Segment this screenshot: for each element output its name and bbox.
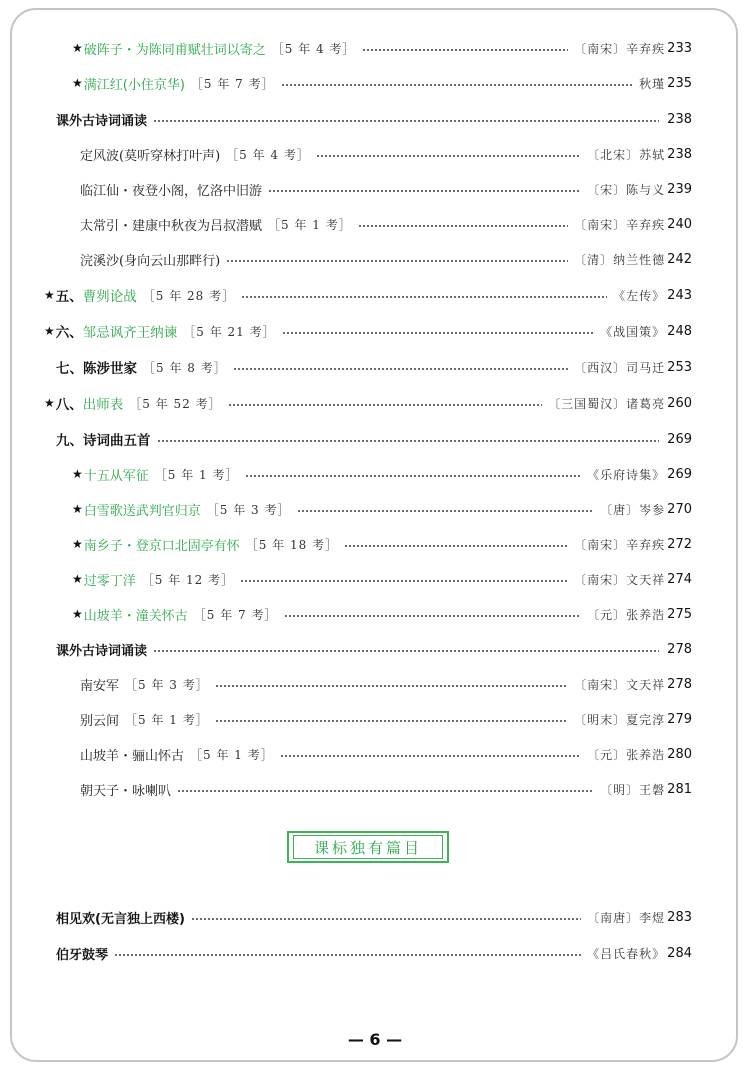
dot-leader [245, 475, 582, 477]
toc-entry[interactable] [72, 568, 692, 590]
toc-entry[interactable] [80, 743, 692, 765]
star-icon: ★ [72, 607, 83, 621]
entry-page-number: 260 [667, 395, 692, 411]
entry-title: 课外古诗词诵读 [56, 113, 148, 129]
section-banner-label: 课标独有篇目 [293, 835, 443, 859]
entry-page-number: 270 [667, 501, 692, 517]
entry-title: 定风波(莫听穿林打叶声) [80, 148, 221, 164]
dot-leader [191, 918, 581, 920]
entry-page-number: 274 [667, 571, 692, 587]
entry-page-number: 275 [667, 606, 692, 622]
entry-page-number: 283 [667, 909, 692, 925]
dot-leader [157, 440, 660, 442]
entry-author: 〔南宋〕辛弃疾 [574, 41, 666, 56]
entry-page-number: 240 [667, 216, 692, 232]
exam-frequency: ［5 年 7 考］ [193, 607, 278, 622]
toc-entry[interactable] [56, 942, 692, 964]
entry-author: 〔元〕张养浩 [587, 747, 666, 762]
entry-title: 白雪歌送武判官归京 [83, 503, 201, 519]
entry-page-number: 239 [667, 181, 692, 197]
entry-author: 〔清〕纳兰性德 [574, 252, 666, 267]
toc-entry[interactable] [44, 320, 692, 342]
dot-leader [344, 545, 568, 547]
toc-entry[interactable] [80, 178, 692, 200]
entry-author: 〔唐〕岑参 [600, 502, 666, 517]
entry-title: 诗词曲五首 [83, 433, 151, 449]
toc-entry[interactable] [56, 108, 692, 130]
entry-author: 〔北宋〕苏轼 [587, 147, 666, 162]
entry-author: 《吕氏春秋》 [587, 946, 666, 961]
toc-entry[interactable] [72, 72, 692, 94]
entry-number: 八、 [55, 397, 83, 413]
toc-entry[interactable] [72, 498, 692, 520]
entry-author: 《乐府诗集》 [587, 467, 666, 482]
toc-entry[interactable] [80, 213, 692, 235]
toc-entry[interactable] [80, 143, 692, 165]
exam-frequency: ［5 年 1 考］ [268, 217, 352, 232]
dot-leader [240, 580, 568, 582]
entry-title: 破阵子・为陈同甫赋壮词以寄之 [83, 42, 266, 58]
entry-page-number: 279 [667, 711, 692, 727]
entry-page-number: 272 [667, 536, 692, 552]
entry-author: 〔南宋〕辛弃疾 [574, 217, 666, 232]
star-icon: ★ [72, 502, 83, 516]
exam-frequency: ［5 年 1 考］ [190, 747, 274, 762]
toc-entry[interactable] [80, 778, 692, 800]
entry-title: 过零丁洋 [83, 573, 136, 589]
entry-title: 南乡子・登京口北固亭有怀 [83, 538, 240, 554]
entry-title: 南安军 [80, 678, 120, 694]
entry-author: 〔南宋〕辛弃疾 [574, 537, 666, 552]
entry-number: 六、 [55, 325, 83, 341]
entry-title: 十五从军征 [83, 468, 149, 484]
entry-title: 朝天子・咏喇叭 [80, 783, 172, 799]
star-icon: ★ [72, 572, 83, 586]
entry-page-number: 253 [667, 359, 692, 375]
section-banner [287, 831, 449, 863]
toc-entry[interactable] [56, 356, 692, 378]
entry-page-number: 269 [667, 431, 692, 447]
entry-title: 别云间 [80, 713, 120, 729]
entry-title: 山坡羊・骊山怀古 [80, 748, 185, 764]
entry-title: 课外古诗词诵读 [56, 643, 148, 659]
star-icon: ★ [72, 41, 83, 55]
dot-leader [282, 332, 595, 334]
entry-title: 相见欢(无言独上西楼) [56, 911, 185, 927]
dot-leader [153, 650, 659, 652]
dot-leader [358, 225, 568, 227]
dot-leader [228, 404, 543, 406]
dot-leader [153, 120, 659, 122]
entry-number: 七、 [56, 361, 83, 377]
dot-leader [177, 790, 594, 792]
toc-entry[interactable] [56, 906, 692, 928]
entry-title: 浣溪沙(身向云山那畔行) [80, 253, 221, 269]
entry-author: 〔南宋〕文天祥 [574, 677, 666, 692]
dot-leader [226, 260, 568, 262]
dot-leader [280, 755, 581, 757]
entry-title: 太常引・建康中秋夜为吕叔潜赋 [80, 218, 263, 234]
star-icon: ★ [72, 76, 83, 90]
exam-frequency: ［5 年 18 考］ [245, 537, 339, 552]
entry-page-number: 233 [667, 40, 692, 56]
exam-frequency: ［5 年 4 考］ [226, 147, 310, 162]
entry-page-number: 278 [667, 641, 692, 657]
dot-leader [281, 84, 634, 86]
entry-title: 山坡羊・潼关怀古 [83, 608, 188, 624]
entry-author: 〔南宋〕文天祥 [574, 572, 666, 587]
star-icon: ★ [44, 288, 55, 302]
toc-entry[interactable] [56, 638, 692, 660]
entry-title: 曹刿论战 [82, 289, 137, 305]
entry-page-number: 238 [667, 111, 692, 127]
toc-entry[interactable] [72, 463, 692, 485]
star-icon: ★ [72, 467, 83, 481]
exam-frequency: ［5 年 1 考］ [154, 467, 239, 482]
entry-page-number: 281 [667, 781, 692, 797]
entry-author: 〔明末〕夏完淳 [574, 712, 666, 727]
star-icon: ★ [44, 396, 55, 410]
entry-author: 〔南唐〕李煜 [587, 910, 666, 925]
dot-leader [268, 190, 581, 192]
star-icon: ★ [72, 537, 83, 551]
dot-leader [114, 954, 581, 956]
entry-page-number: 269 [667, 466, 692, 482]
toc-entry[interactable] [44, 392, 692, 414]
star-icon: ★ [44, 324, 55, 338]
entry-author: 〔宋〕陈与义 [587, 182, 666, 197]
exam-frequency: ［5 年 3 考］ [125, 677, 209, 692]
dot-leader [241, 296, 607, 298]
entry-title: 出师表 [82, 397, 124, 413]
dot-leader [233, 368, 568, 370]
exam-frequency: ［5 年 3 考］ [206, 502, 291, 517]
entry-page-number: 242 [667, 251, 692, 267]
entry-title: 满江红(小住京华) [83, 77, 185, 93]
exam-frequency: ［5 年 28 考］ [142, 288, 236, 303]
dot-leader [215, 720, 568, 722]
entry-page-number: 243 [667, 287, 692, 303]
entry-author: 〔元〕张养浩 [587, 607, 666, 622]
exam-frequency: ［5 年 52 考］ [129, 396, 222, 411]
entry-title: 临江仙・夜登小阁，忆洛中旧游 [80, 183, 263, 199]
entry-number: 五、 [55, 289, 83, 305]
dot-leader [215, 685, 568, 687]
entry-author: 〔三国蜀汉〕诸葛亮 [548, 396, 666, 411]
page-number: — 6 — [347, 1030, 403, 1049]
toc-entry[interactable] [56, 428, 692, 450]
exam-frequency: ［5 年 4 考］ [271, 41, 356, 56]
entry-author: 《战国策》 [600, 324, 666, 339]
dot-leader [316, 155, 581, 157]
exam-frequency: ［5 年 1 考］ [125, 712, 209, 727]
entry-title: 陈涉世家 [83, 361, 137, 377]
toc-entry[interactable] [44, 284, 692, 306]
toc-entry[interactable] [80, 673, 692, 695]
exam-frequency: ［5 年 12 考］ [141, 572, 235, 587]
dot-leader [297, 510, 595, 512]
toc-entry[interactable] [80, 248, 692, 270]
exam-frequency: ［5 年 7 考］ [190, 76, 275, 91]
entry-author: 秋瑾 [639, 76, 666, 91]
entry-title: 邹忌讽齐王纳谏 [82, 325, 178, 341]
toc-entry[interactable] [72, 603, 692, 625]
entry-author: 《左传》 [613, 288, 666, 303]
exam-frequency: ［5 年 21 考］ [183, 324, 276, 339]
toc-entry[interactable] [80, 708, 692, 730]
entry-page-number: 278 [667, 676, 692, 692]
entry-author: 〔明〕王磐 [600, 782, 666, 797]
entry-page-number: 248 [667, 323, 692, 339]
entry-number: 九、 [56, 433, 83, 449]
entry-page-number: 280 [667, 746, 692, 762]
entry-page-number: 238 [667, 146, 692, 162]
dot-leader [362, 49, 569, 51]
entry-author: 〔西汉〕司马迁 [574, 360, 666, 375]
entry-page-number: 235 [667, 75, 692, 91]
toc-entry[interactable] [72, 533, 692, 555]
dot-leader [284, 615, 582, 617]
toc-entry[interactable] [72, 37, 692, 59]
entry-page-number: 284 [667, 945, 692, 961]
entry-title: 伯牙鼓琴 [56, 947, 109, 963]
exam-frequency: ［5 年 8 考］ [143, 360, 227, 375]
